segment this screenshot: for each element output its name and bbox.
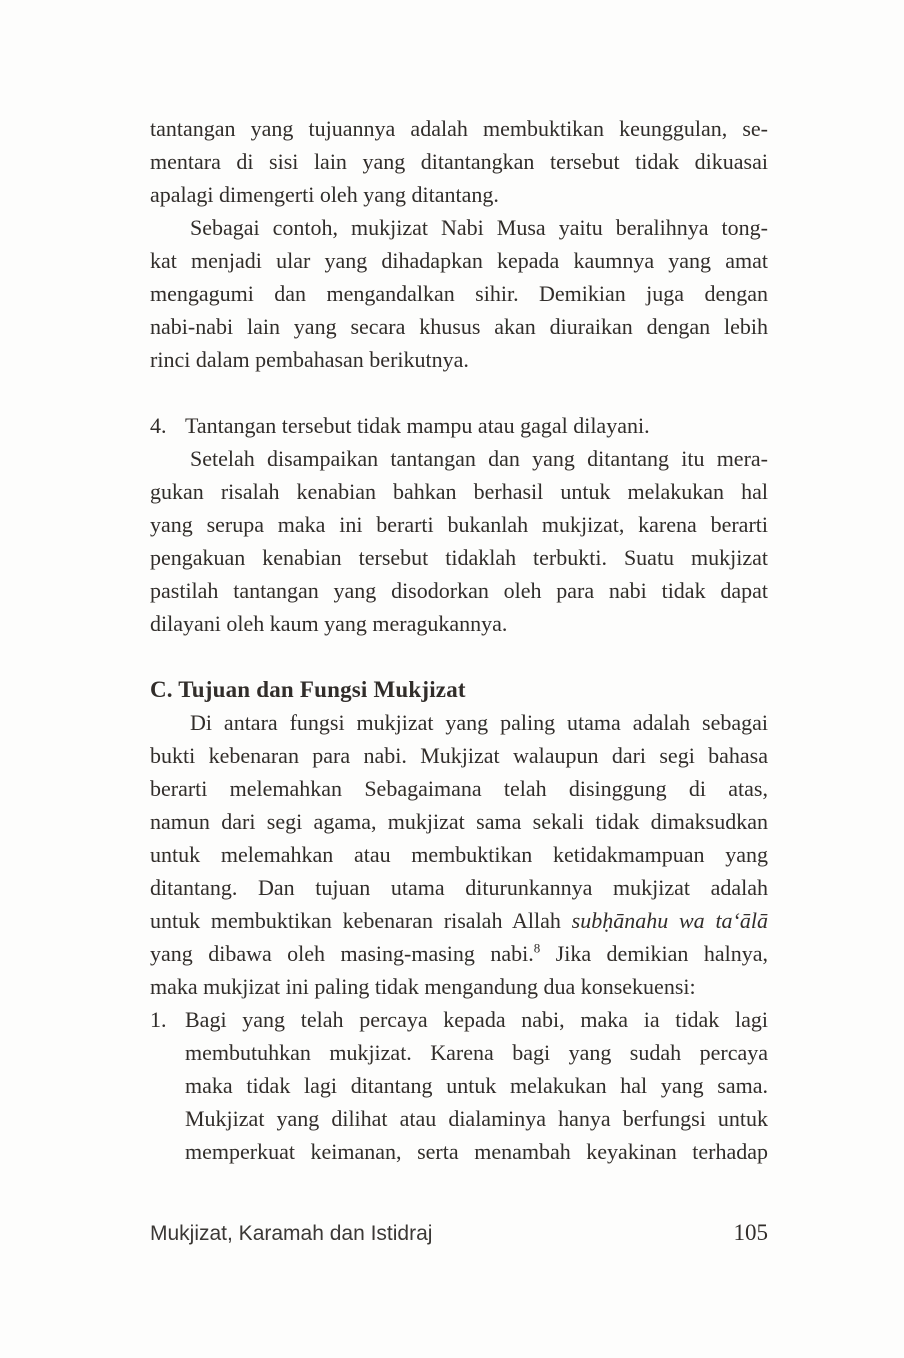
text-line: memperkuat keimanan, serta menambah keyakinan terhadap: [185, 1139, 768, 1164]
numbered-item-4: [150, 409, 768, 442]
text-line: gukan risalah kenabian bahkan berhasil untuk melakukan hal: [150, 479, 768, 504]
item-number: 1.: [150, 1007, 167, 1032]
text-line-with-footnote: [150, 937, 768, 970]
text-line: ditantang. Dan tujuan utama diturunkannya mukjizat adalah: [150, 875, 768, 900]
text-line: rinci dalam pembahasan berikutnya.: [150, 347, 469, 372]
page-footer: [150, 1220, 768, 1246]
text-line: Di antara fungsi mukjizat yang paling utama adalah sebagai: [190, 710, 768, 735]
text-line: dilayani oleh kaum yang meragukannya.: [150, 611, 508, 636]
page-body-text: [150, 112, 768, 1168]
text-line: kat menjadi ular yang dihadapkan kepada kaumnya yang amat: [150, 248, 768, 273]
paragraph-continued: [150, 112, 768, 211]
section-heading: C. Tujuan dan Fungsi Mukjizat: [150, 677, 466, 702]
text-line: berarti melemahkan Sebagaimana telah disinggung di atas,: [150, 776, 768, 801]
paragraph-section: [150, 706, 768, 1003]
text-line: Sebagai contoh, mukjizat Nabi Musa yaitu beralihnya tong-: [190, 215, 768, 240]
text-line: maka tidak lagi ditantang untuk melakukan hal yang sama.: [185, 1073, 768, 1098]
footnote-marker: 8: [533, 940, 541, 956]
text-line: nabi-nabi lain yang secara khusus akan diuraikan dengan lebih: [150, 314, 768, 339]
paragraph-example: [150, 211, 768, 376]
text-line: tantangan yang tujuannya adalah membuktikan keunggulan, se-: [150, 116, 768, 141]
text-line: Mukjizat yang dilihat atau dialaminya hanya berfungsi untuk: [185, 1106, 768, 1131]
text-line: Bagi yang telah percaya kepada nabi, maka ia tidak lagi: [185, 1007, 768, 1032]
text-segment: untuk membuktikan kebenaran risalah Allah: [150, 908, 572, 933]
page-number: 105: [733, 1220, 768, 1245]
text-line: membutuhkan mukjizat. Karena bagi yang sudah percaya: [185, 1040, 768, 1065]
text-line: namun dari segi agama, mukjizat sama sekali tidak dimaksudkan: [150, 809, 768, 834]
text-line: untuk melemahkan atau membuktikan ketidakmampuan yang: [150, 842, 768, 867]
text-line: mengagumi dan mengandalkan sihir. Demikian juga dengan: [150, 281, 768, 306]
text-line-with-italic: [150, 904, 768, 937]
text-line: bukti kebenaran para nabi. Mukjizat walaupun dari segi bahasa: [150, 743, 768, 768]
text-line: apalagi dimengerti oleh yang ditantang.: [150, 182, 499, 207]
arabic-transliteration: subḥānahu wa taʻālā: [571, 908, 768, 933]
footer-book-title: Mukjizat, Karamah dan Istidraj: [150, 1222, 433, 1245]
numbered-item-1: [150, 1003, 768, 1168]
text-line: maka mukjizat ini paling tidak mengandung dua konsekuensi:: [150, 974, 696, 999]
text-line: mentara di sisi lain yang ditantangkan tersebut tidak dikuasai: [150, 149, 768, 174]
text-line: Setelah disampaikan tantangan dan yang ditantang itu mera-: [190, 446, 768, 471]
text-line: pengakuan kenabian tersebut tidaklah terbukti. Suatu mukjizat: [150, 545, 768, 570]
text-segment: Jika demikian halnya,: [540, 941, 768, 966]
item-title: Tantangan tersebut tidak mampu atau gagal dilayani.: [185, 413, 650, 438]
item-number: 4.: [150, 413, 167, 438]
text-segment: yang dibawa oleh masing-masing nabi.: [150, 941, 534, 966]
text-line: pastilah tantangan yang disodorkan oleh para nabi tidak dapat: [150, 578, 768, 603]
paragraph-item-4: [150, 442, 768, 640]
text-line: yang serupa maka ini berarti bukanlah mukjizat, karena berarti: [150, 512, 768, 537]
